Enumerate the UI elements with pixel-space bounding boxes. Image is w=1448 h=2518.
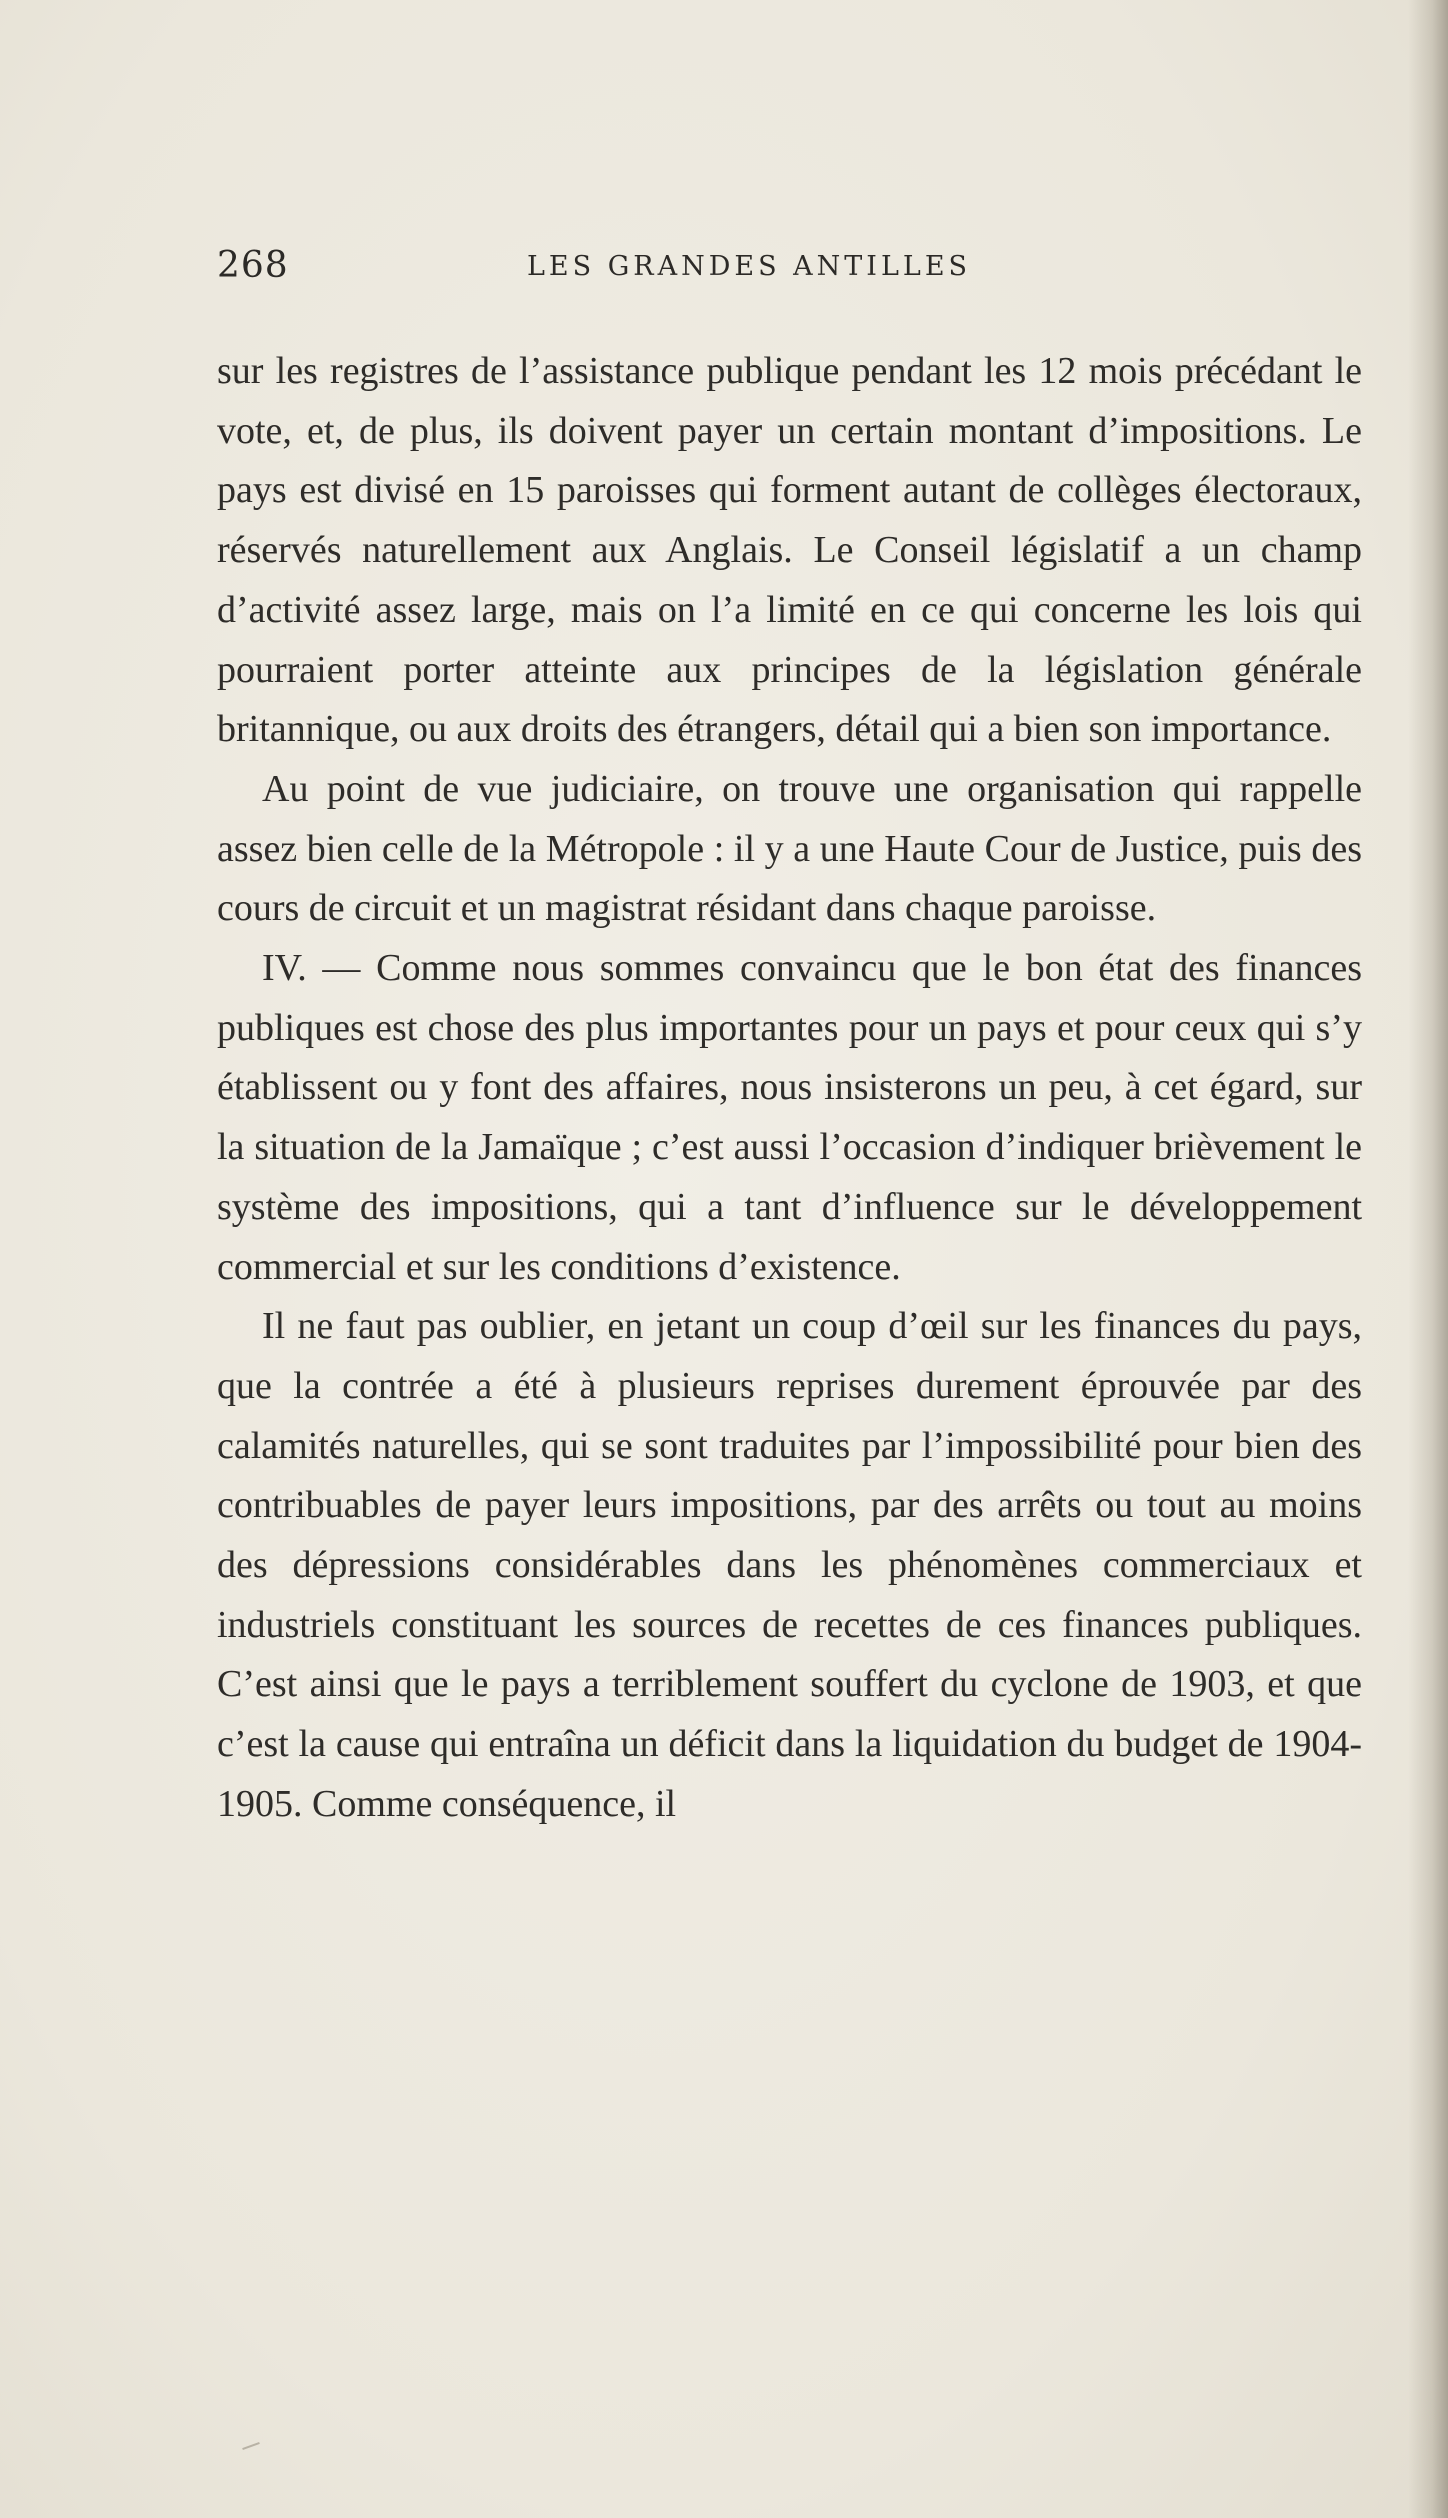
paragraph-continuation: sur les registres de l’assistance publique pendant les 12 mois précédant le vote, et, de plus, ils doivent payer un certain montant d’impositions. Le pays est divisé en 15 paroisses qui forment autant de collèges électoraux, réservés naturellement aux Anglais. Le Conseil législatif a un champ d’activité assez large, mais on l’a limité en ce qui concerne les lois qui pourraient porter atteinte aux principes de la législation générale britannique, ou aux droits des étrangers, détail qui a bien son importance. [217,350,1362,751]
paragraph-judicial: Au point de vue judiciaire, on trouve une organisation qui rappelle assez bien celle de la Métropole : il y a une Haute Cour de Justice, puis des cours de circuit et un magistrat résidant dans chaque paroisse. [217,767,1362,930]
page-number: 268 [217,245,289,286]
paragraph-finances-section-iv: IV. — Comme nous sommes convaincu que le bon état des finances publiques est chose des plus importantes pour un pays et pour ceux qui s’y établissent ou y font des affaires, nous insisterons un peu, à cet égard, sur la situation de la Jamaïque ; c’est aussi l’occasion d’indiquer brièvement le système des impositions, qui a tant d’influence sur le développement commercial et sur les conditions d’existence. [217,947,1362,1288]
page-edge-shadow [1408,0,1448,2518]
paragraph-calamities: Il ne faut pas oublier, en jetant un coup d’œil sur les finances du pays, que la contrée a été à plusieurs reprises durement éprouvée par des calamités naturelles, qui se sont traduites par l’impossibilité pour bien des contribuables de payer leurs impositions, par des arrêts ou tout au moins des dépressions considérables dans les phénomènes commerciaux et industriels constituant les sources de recettes de ces finances publiques. C’est ainsi que le pays a terriblement souffert du cyclone de 1903, et que c’est la cause qui entraîna un déficit dans la liquidation du budget de 1904-1905. Comme conséquence, il [217,1305,1362,1825]
running-title: LES GRANDES ANTILLES [527,251,972,282]
body-text [217,342,1362,1835]
page-header [217,245,1367,305]
paper-speck [242,2442,260,2450]
